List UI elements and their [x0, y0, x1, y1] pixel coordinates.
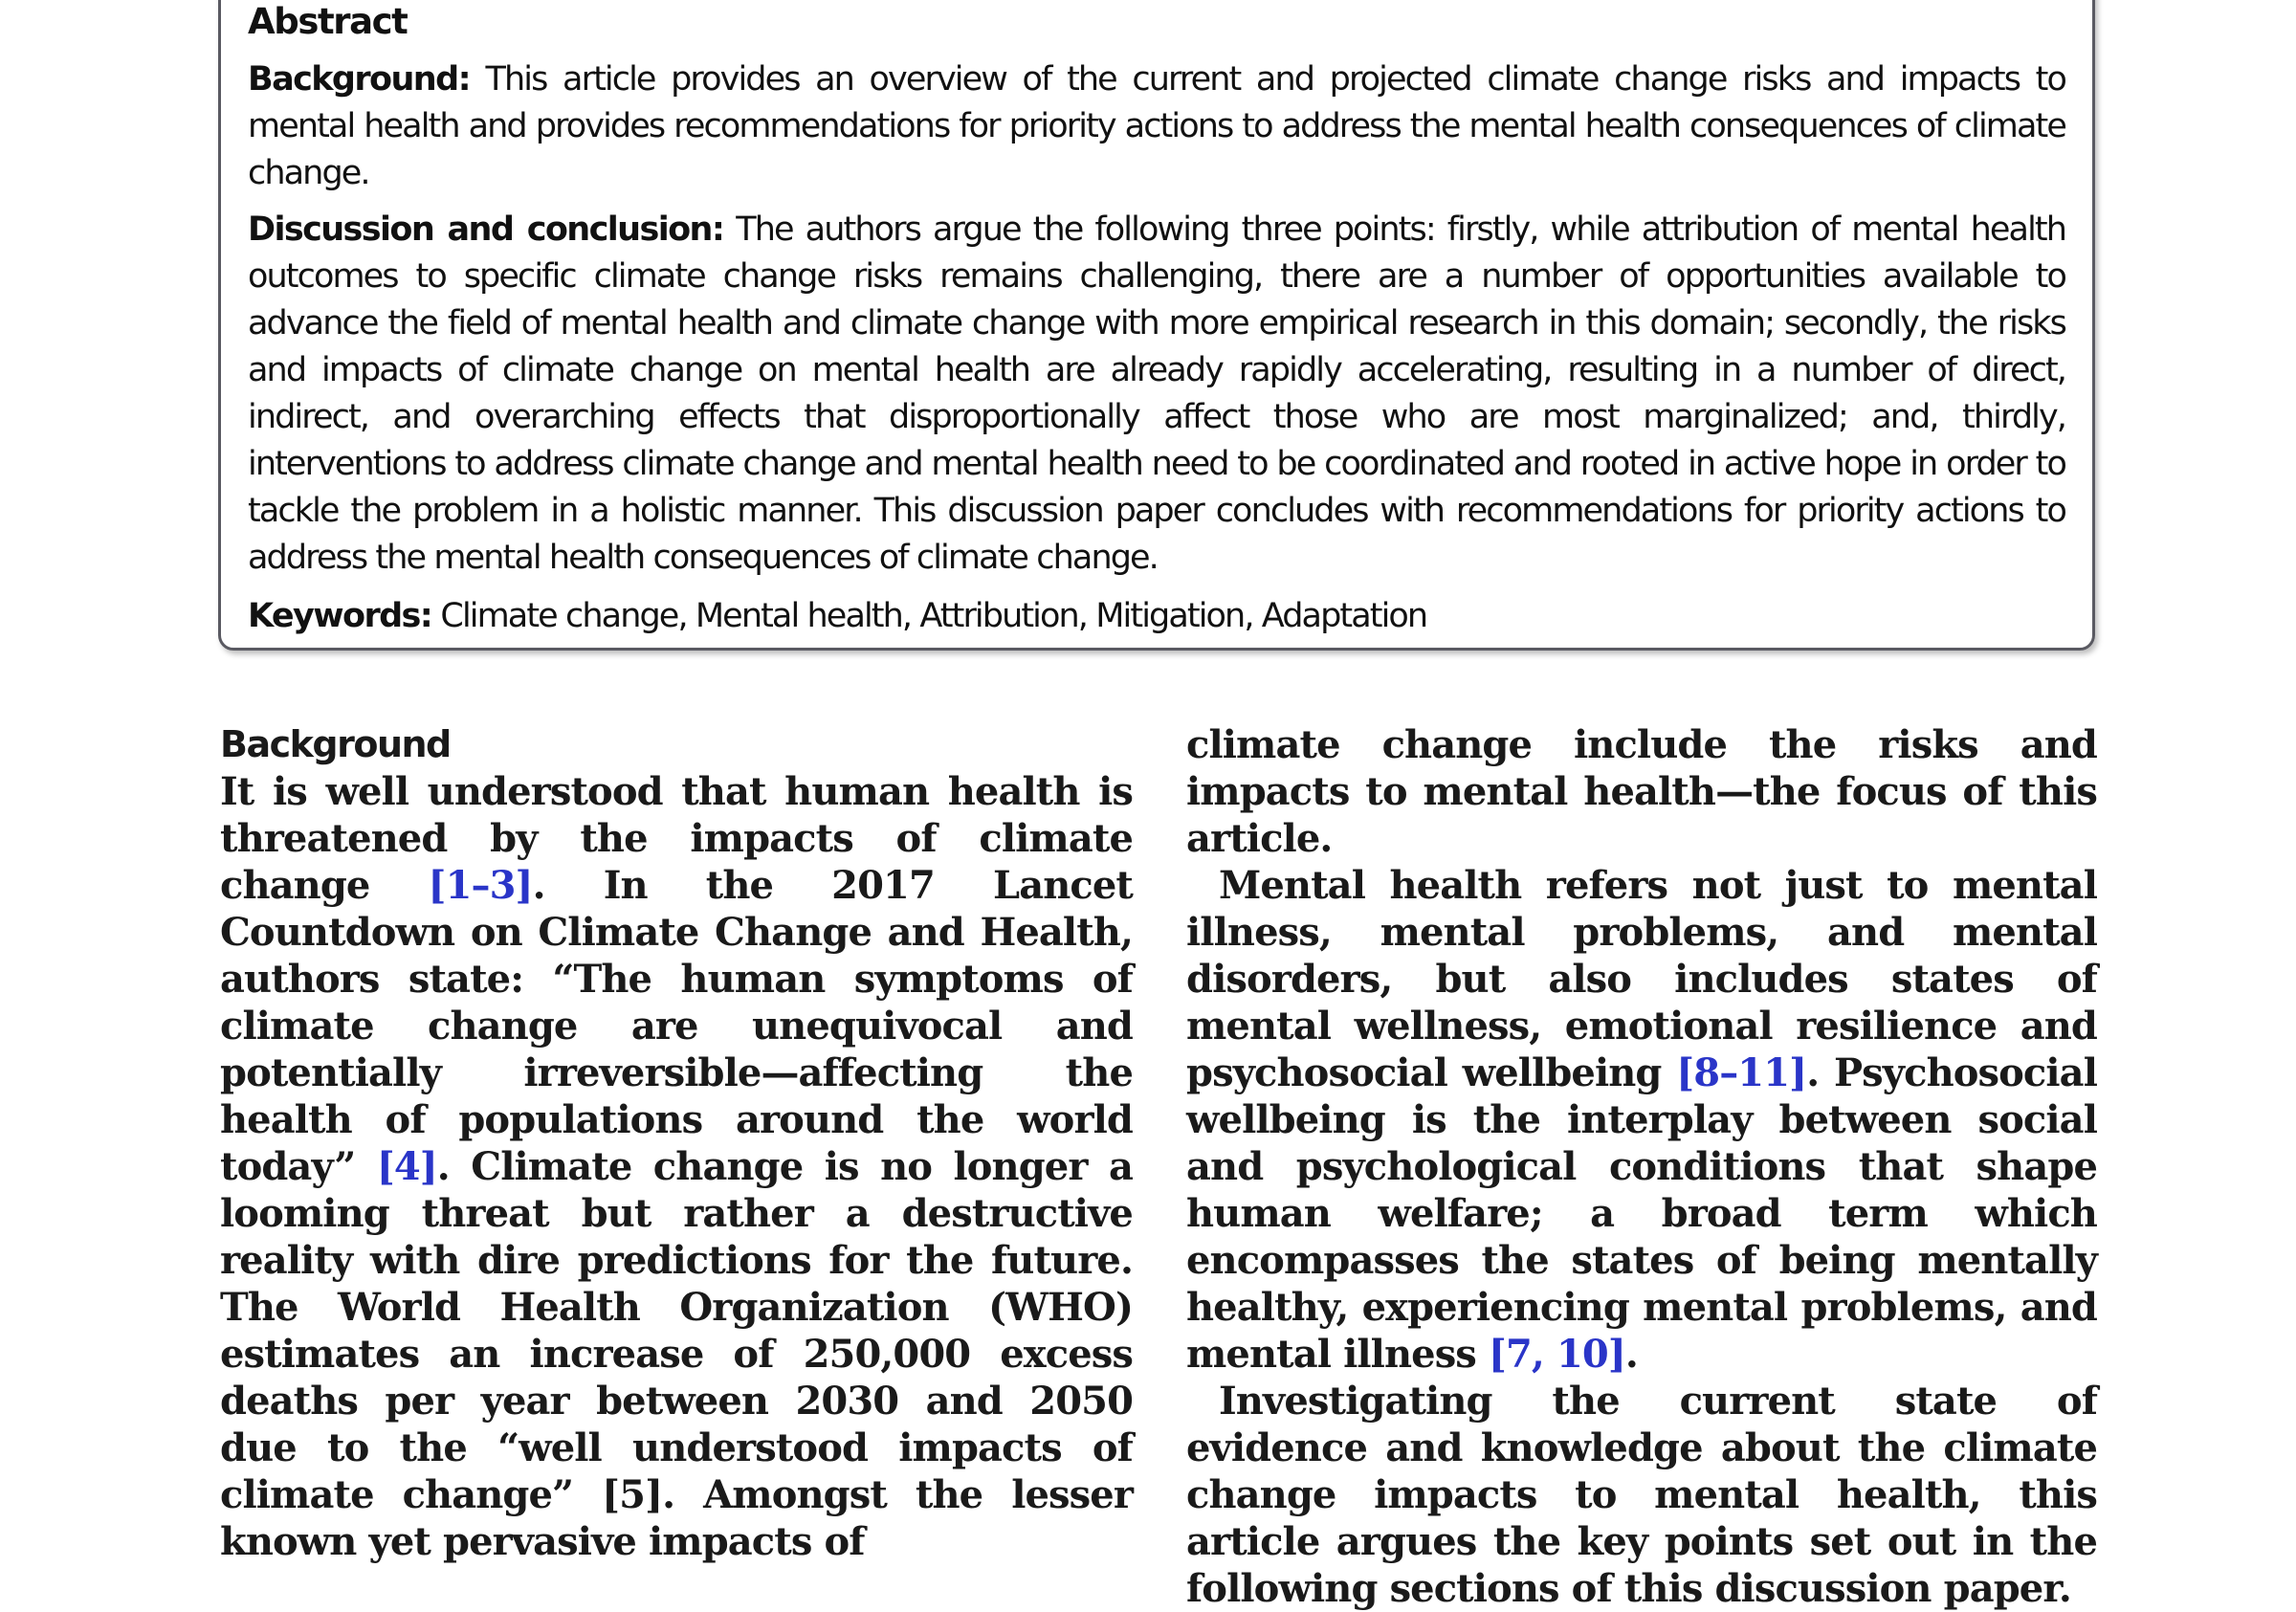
keywords-text: Climate change, Mental health, Attribution, Mitigation, Adaptation — [440, 597, 1427, 635]
body-text: . Psychosocial wellbeing is the interplay between social and psychological conditions that shape human welfare; a broad term which encompasses the states of being mentally healthy, experiencing mental problems, and mental illness — [1186, 1050, 2097, 1377]
abstract-heading: Abstract — [248, 1, 408, 42]
body-column-right — [1186, 721, 2097, 1612]
citation-link[interactable]: [7, 10] — [1488, 1332, 1625, 1377]
body-text: . Climate change is no longer a looming threat but rather a destructive reality with dire predictions for the future. The World Health Organization (WHO) estimates an increase of 250,000 excess deaths per year between 2030 and 2050 due to the “well understood impacts of climate change” [5]. Amongst the lesser known yet pervasive impacts of — [220, 1144, 1133, 1564]
citation-link[interactable]: [1–3] — [428, 863, 533, 908]
body-text: It is well understood that human health is threatened by the impacts of climate change — [220, 769, 1133, 908]
abstract-background-text: This article provides an overview of the current and projected climate change risks and impacts to mental health and provides recommendations for priority actions to address the mental health consequences of climate change. — [248, 60, 2065, 192]
body-text: . In the 2017 Lancet Countdown on Climate Change and Health, authors state: “The human symptoms of climate change are unequivocal and potentially irreversible—affecting the health of populations around the world today” — [220, 863, 1133, 1189]
abstract-discussion-label: Discussion and conclusion: — [248, 210, 724, 249]
abstract-background — [248, 56, 2065, 197]
body-paragraph: climate change include the risks and impacts to mental health—the focus of this article. — [1186, 722, 2097, 861]
citation-link[interactable]: [8–11] — [1676, 1050, 1807, 1095]
abstract-discussion-text: The authors argue the following three points: firstly, while attribution of mental health outcomes to specific climate change risks remains challenging, there are a number of opportunities available to advance the field of mental health and climate change with more empirical research in this domain; secondly, the risks and impacts of climate change on mental health are already rapidly accelerating, resulting in a number of direct, indirect, and overarching effects that disproportionally affect those who are most marginalized; and, thirdly, interventions to address climate change and mental health need to be coordinated and rooted in active hope in order to tackle the problem in a holistic manner. This discussion paper concludes with recommendations for priority actions to address the mental health consequences of climate change. — [248, 210, 2065, 577]
body-text: Mental health refers not just to mental illness, mental problems, and mental disorders, but also includes states of mental wellness, emotional resilience and psychosocial wellbeing — [1186, 863, 2097, 1095]
body-paragraph — [1186, 862, 2097, 1378]
abstract-keywords — [248, 593, 2065, 640]
abstract-background-label: Background: — [248, 60, 470, 99]
abstract-box — [218, 0, 2095, 651]
body-paragraph: Investigating the current state of evidence and knowledge about the climate change impacts to mental health, this article argues the key points set out in the following sections of this discussion paper. — [1186, 1379, 2097, 1611]
body-text: . — [1624, 1332, 1638, 1377]
keywords-label: Keywords: — [248, 597, 432, 635]
body-paragraph — [220, 768, 1133, 1565]
section-heading-background: Background — [220, 723, 451, 765]
abstract-discussion — [248, 207, 2065, 582]
body-column-left — [220, 721, 1133, 1565]
citation-link[interactable]: [4] — [376, 1144, 437, 1189]
